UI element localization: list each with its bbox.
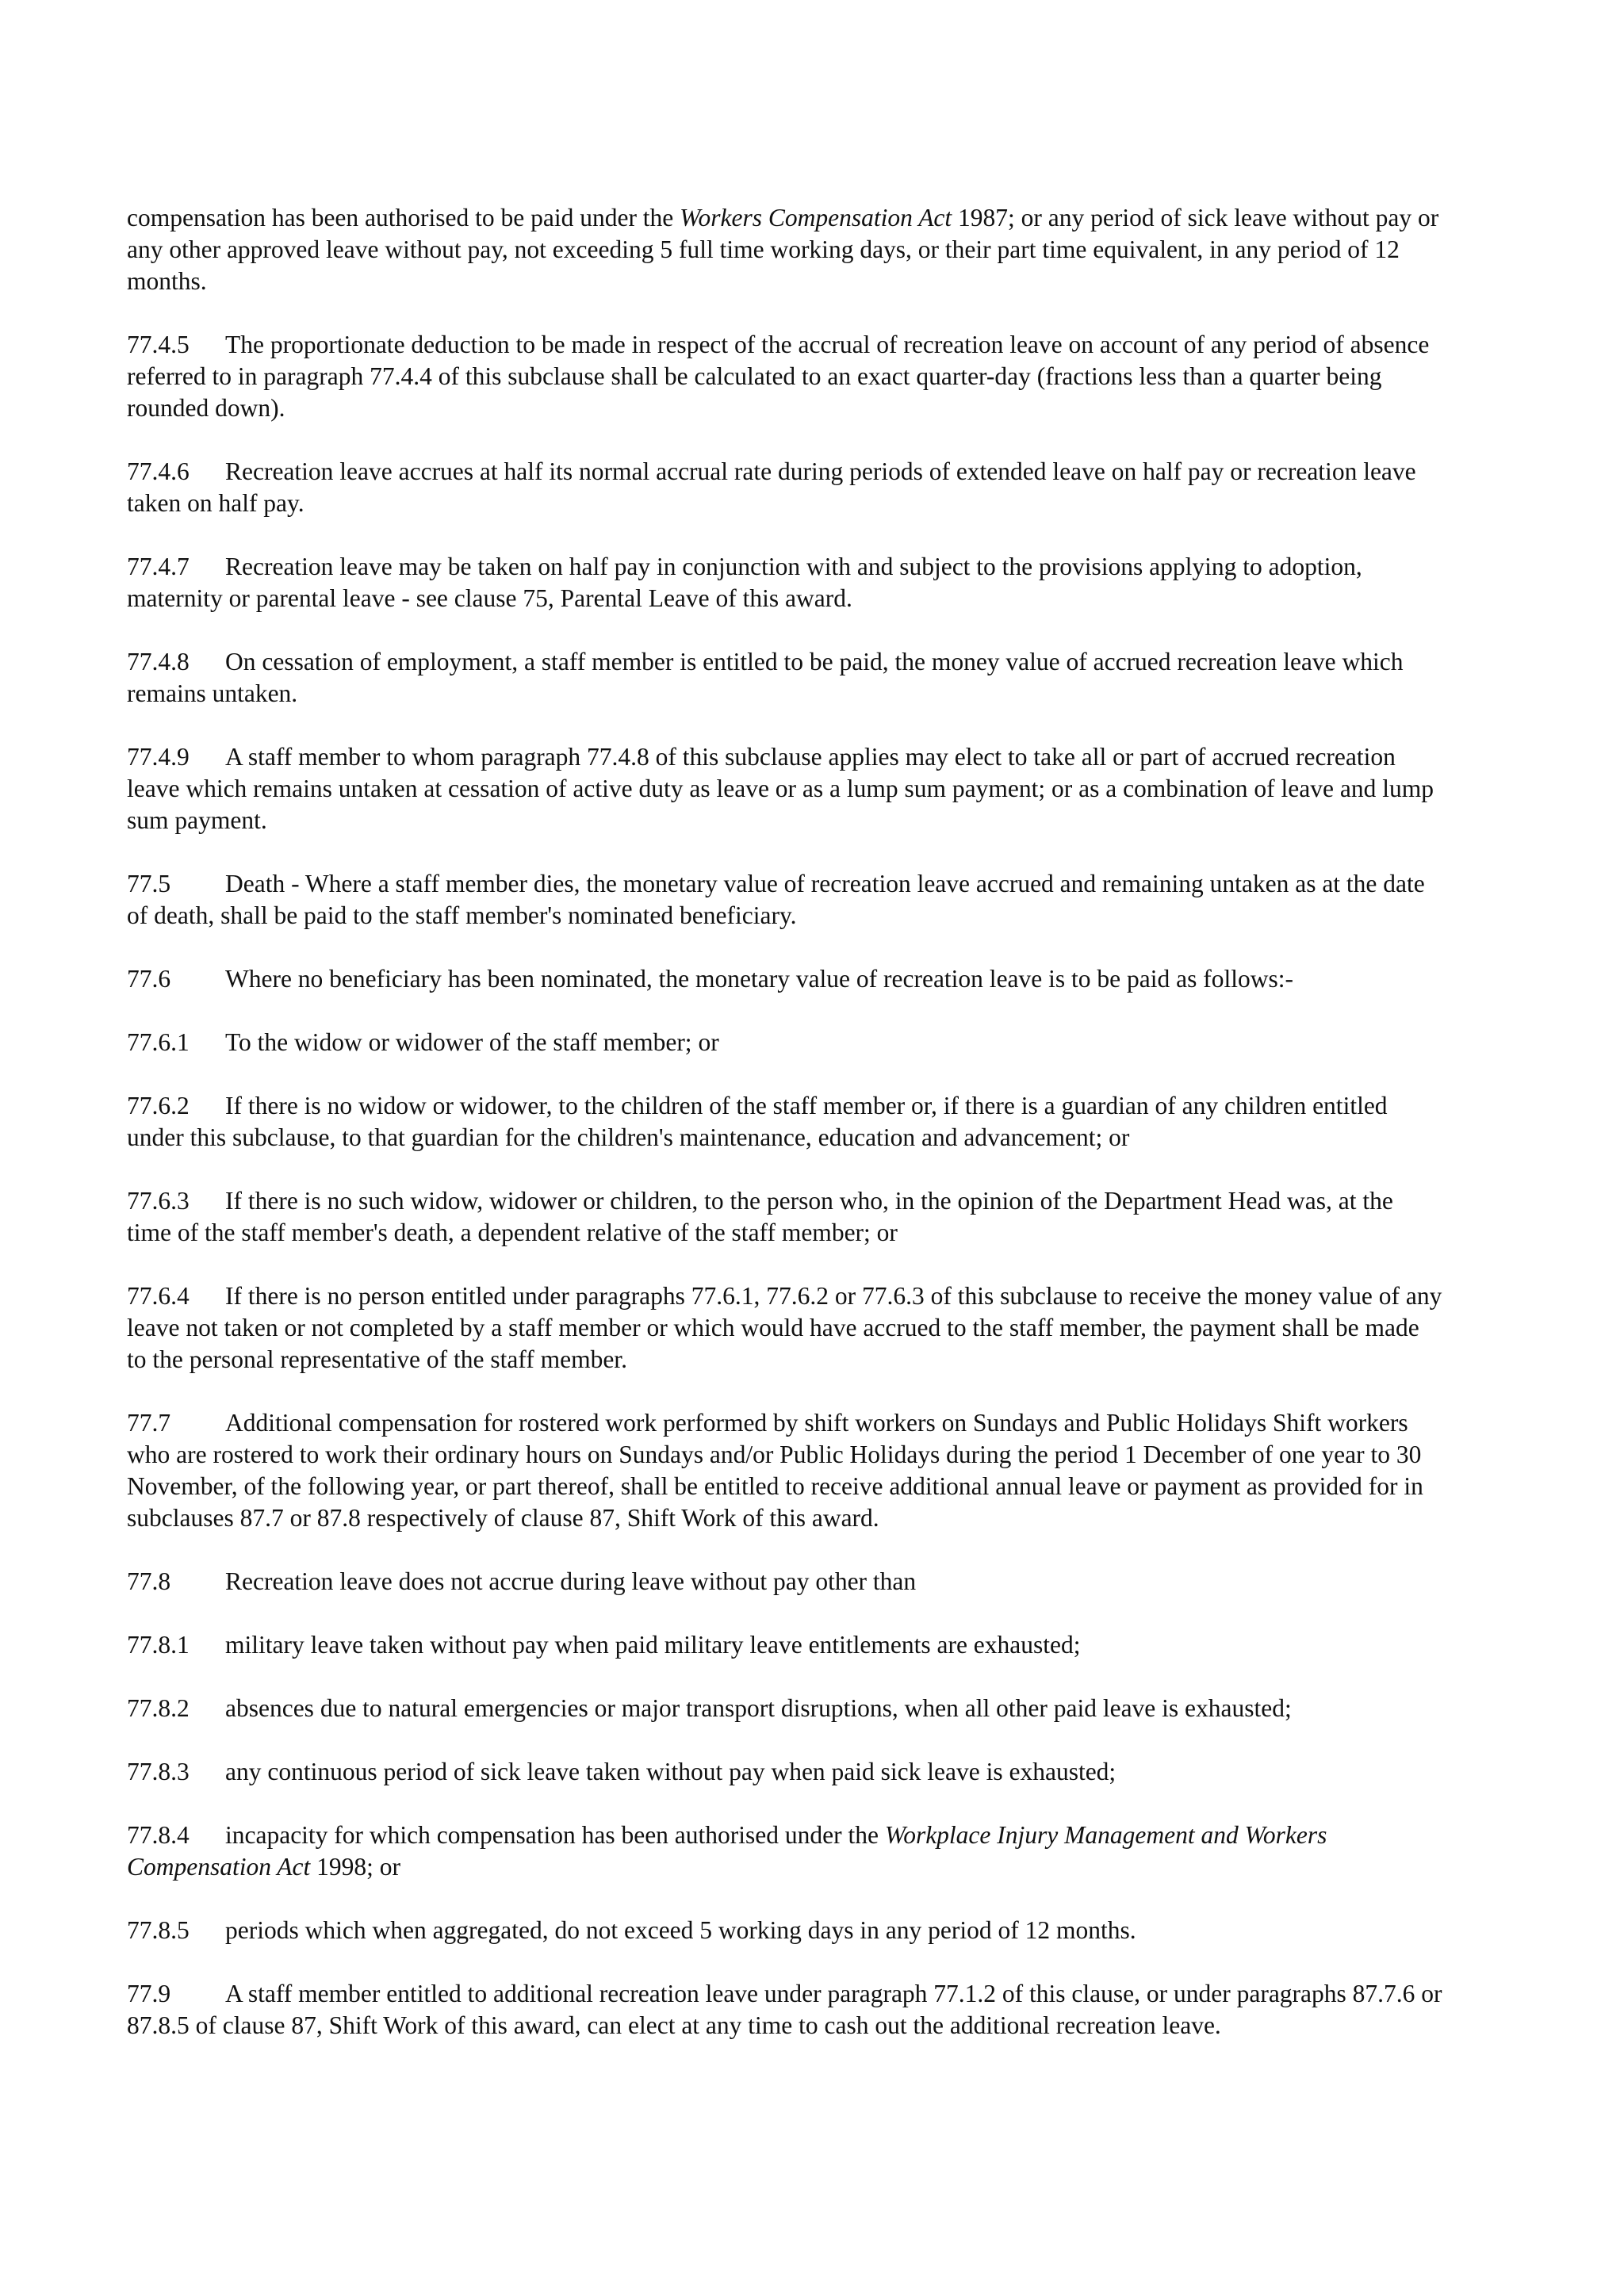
clause-text: A staff member entitled to additional recreation leave under paragraph 77.1.2 of this clause, or under paragraphs 87.7.6 or 87.8.5 of clause 87, Shift Work of this award, can elect at any time to cash out the additional recreation leave. <box>127 1980 1442 2039</box>
act-title: Workplace Injury Management and Workers Compensation Act <box>127 1821 1327 1881</box>
clause-number: 77.5 <box>127 870 171 897</box>
paragraph-77-4-6 <box>127 456 1443 519</box>
paragraph-77-5 <box>127 868 1443 932</box>
clause-number: 77.8.3 <box>127 1758 190 1785</box>
clause-text: any continuous period of sick leave taken without pay when paid sick leave is exhausted; <box>225 1758 1116 1785</box>
clause-number: 77.8.2 <box>127 1694 190 1722</box>
paragraph-77-8-3 <box>127 1756 1443 1788</box>
clause-text: military leave taken without pay when paid military leave entitlements are exhausted; <box>225 1631 1081 1659</box>
paragraph-77-6-3 <box>127 1185 1443 1249</box>
paragraph-77-4-9 <box>127 741 1443 836</box>
clause-text: If there is no such widow, widower or children, to the person who, in the opinion of the Department Head was, at the time of the staff member's death, a dependent relative of the staff member; or <box>127 1187 1393 1246</box>
paragraph-77-8-4: 77.8.4 incapacity for which compensation has been authorised under the Workplace Injury Management and Workers Compensation Act 1998; or <box>127 1821 1327 1881</box>
clause-number: 77.9 <box>127 1980 171 2007</box>
paragraph-77-4-5 <box>127 329 1443 424</box>
paragraph-77-4-7 <box>127 551 1443 614</box>
clause-number: 77.8 <box>127 1567 171 1595</box>
clause-number: 77.6.3 <box>127 1187 190 1215</box>
clause-number: 77.4.7 <box>127 553 190 580</box>
clause-text: If there is no person entitled under paragraphs 77.6.1, 77.6.2 or 77.6.3 of this subclause to receive the money value of any leave not taken or not completed by a staff member or which would have accrued to the staff member, the payment shall be made to the personal representative of the staff member. <box>127 1282 1442 1373</box>
clause-number: 77.6.4 <box>127 1282 190 1310</box>
clause-text: If there is no widow or widower, to the children of the staff member or, if there is a guardian of any children entitled under this subclause, to that guardian for the children's maintenance, education and advancement; or <box>127 1092 1388 1151</box>
clause-text: Death - Where a staff member dies, the monetary value of recreation leave accrued and remaining untaken as at the date of death, shall be paid to the staff member's nominated beneficiary. <box>127 870 1425 929</box>
clause-text: Where no beneficiary has been nominated, the monetary value of recreation leave is to be paid as follows:- <box>225 965 1293 993</box>
paragraph-77-8-2 <box>127 1693 1443 1724</box>
paragraph-77-8-5 <box>127 1915 1443 1946</box>
paragraph-77-8 <box>127 1566 1443 1598</box>
clause-number: 77.6.1 <box>127 1028 190 1056</box>
clause-number: 77.8.4 <box>127 1821 190 1849</box>
clause-text: To the widow or widower of the staff member; or <box>225 1028 719 1056</box>
clause-number: 77.8.5 <box>127 1916 190 1944</box>
act-title: Workers Compensation Act <box>680 204 952 232</box>
clause-text: Recreation leave accrues at half its normal accrual rate during periods of extended leave on half pay or recreation leave taken on half pay. <box>127 457 1416 517</box>
clause-text: periods which when aggregated, do not exceed 5 working days in any period of 12 months. <box>225 1916 1136 1944</box>
clause-text: Additional compensation for rostered work performed by shift workers on Sundays and Public Holidays Shift workers who are rostered to work their ordinary hours on Sundays and/or Public Holidays during the period 1 December of one year to 30 November, of the following year, or part thereof, shall be entitled to receive additional annual leave or payment as provided for in subclauses 87.7 or 87.8 respectively of clause 87, Shift Work of this award. <box>127 1409 1423 1532</box>
paragraph-77-7 <box>127 1407 1443 1534</box>
clause-text: A staff member to whom paragraph 77.4.8 of this subclause applies may elect to take all or part of accrued recreation leave which remains untaken at cessation of active duty as leave or as a lump sum payment; or as a combination of leave and lump sum payment. <box>127 743 1434 834</box>
paragraph-77-6 <box>127 963 1443 995</box>
clause-number: 77.4.6 <box>127 457 190 485</box>
clause-number: 77.8.1 <box>127 1631 190 1659</box>
clause-number: 77.6.2 <box>127 1092 190 1119</box>
clause-number: 77.7 <box>127 1409 171 1437</box>
intro-paragraph: compensation has been authorised to be paid under the Workers Compensation Act 1987; or any period of sick leave without pay or any other approved leave without pay, not exceeding 5 full time working days, or their part time equivalent, in any period of 12 months. <box>127 204 1439 295</box>
clause-text: The proportionate deduction to be made in respect of the accrual of recreation leave on account of any period of absence referred to in paragraph 77.4.4 of this subclause shall be calculated to an exact quarter-day (fractions less than a quarter being rounded down). <box>127 331 1430 422</box>
clause-number: 77.4.8 <box>127 648 190 675</box>
clause-text: On cessation of employment, a staff member is entitled to be paid, the money value of accrued recreation leave which remains untaken. <box>127 648 1404 707</box>
paragraph-77-8-1 <box>127 1629 1443 1661</box>
paragraph-77-4-8 <box>127 646 1443 710</box>
clause-text: Recreation leave does not accrue during leave without pay other than <box>225 1567 917 1595</box>
paragraph-77-6-1 <box>127 1027 1443 1058</box>
clause-text: Recreation leave may be taken on half pay in conjunction with and subject to the provisions applying to adoption, maternity or parental leave - see clause 75, Parental Leave of this award. <box>127 553 1362 612</box>
document-page <box>127 202 1443 2073</box>
paragraph-77-9 <box>127 1978 1443 2042</box>
clause-number: 77.4.9 <box>127 743 190 771</box>
paragraph-77-6-2 <box>127 1090 1443 1154</box>
clause-number: 77.4.5 <box>127 331 190 358</box>
clause-number: 77.6 <box>127 965 171 993</box>
paragraph-77-6-4 <box>127 1280 1443 1376</box>
clause-text: absences due to natural emergencies or major transport disruptions, when all other paid leave is exhausted; <box>225 1694 1292 1722</box>
